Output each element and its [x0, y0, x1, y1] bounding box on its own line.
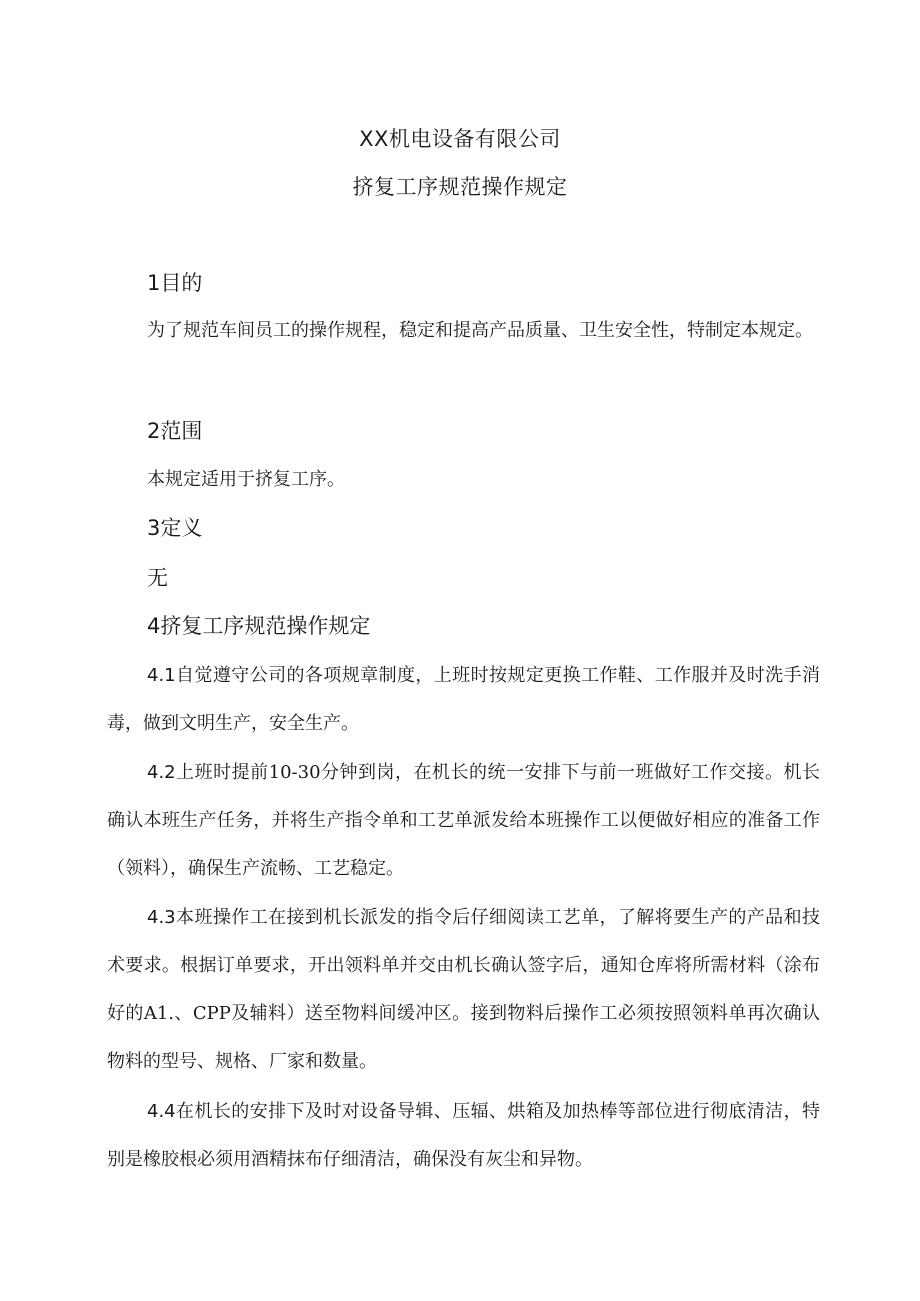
document-title: 挤复工序规范操作规定 [352, 175, 568, 199]
section-body-definition: 无 [147, 566, 168, 590]
rule-text: 自觉遵守公司的各项规章制度，上班时按规定更换工作鞋、工作服并及时洗手消毒，做到文明生产，安全生产。 [107, 665, 820, 734]
section-body-scope: 本规定适用于挤复工序。 [147, 469, 345, 490]
rule-number: 4.2 [147, 762, 176, 783]
rule-text: 上班时提前10-30分钟到岗，在机长的统一安排下与前一班做好工作交接。机长确认本班生产任务，并将生产指令单和工艺单派发给本班操作工以便做好相应的准备工作（领料），确保生产流畅、工艺稳定。 [107, 762, 820, 879]
rule-item [107, 894, 820, 1086]
rule-number: 4.4 [147, 1101, 176, 1122]
rule-text: 在机长的安排下及时对设备导辑、压辐、烘箱及加热棒等部位进行彻底清洁，特别是橡胶根必须用酒精抹布仔细清洁，确保没有灰尘和异物。 [107, 1101, 820, 1170]
rule-text: 本班操作工在接到机长派发的指令后仔细阅读工艺单，了解将要生产的产品和技术要求。根据订单要求，开出领料单并交由机长确认签字后，通知仓库将所需材料（涂布好的A1.、CPP及辅料）送至物料间缓冲区。接到物料后操作工必须按照领料单再次确认物料的型号、规格、厂家和数量。 [107, 907, 820, 1072]
rule-item [107, 749, 820, 893]
section-heading-definition: 3定义 [147, 516, 203, 540]
company-name: XX机电设备有限公司 [359, 127, 561, 151]
rule-number: 4.1 [147, 665, 176, 686]
section-heading-rules: 4挤复工序规范操作规定 [147, 614, 371, 638]
section-heading-scope: 2范围 [147, 419, 203, 443]
section-heading-purpose: 1目的 [147, 271, 203, 295]
rule-number: 4.3 [147, 907, 176, 928]
rule-item [107, 652, 820, 748]
section-body-purpose: 为了规范车间员工的操作规程，稳定和提高产品质量、卫生安全性，特制定本规定。 [147, 320, 813, 341]
rule-item [107, 1088, 820, 1184]
